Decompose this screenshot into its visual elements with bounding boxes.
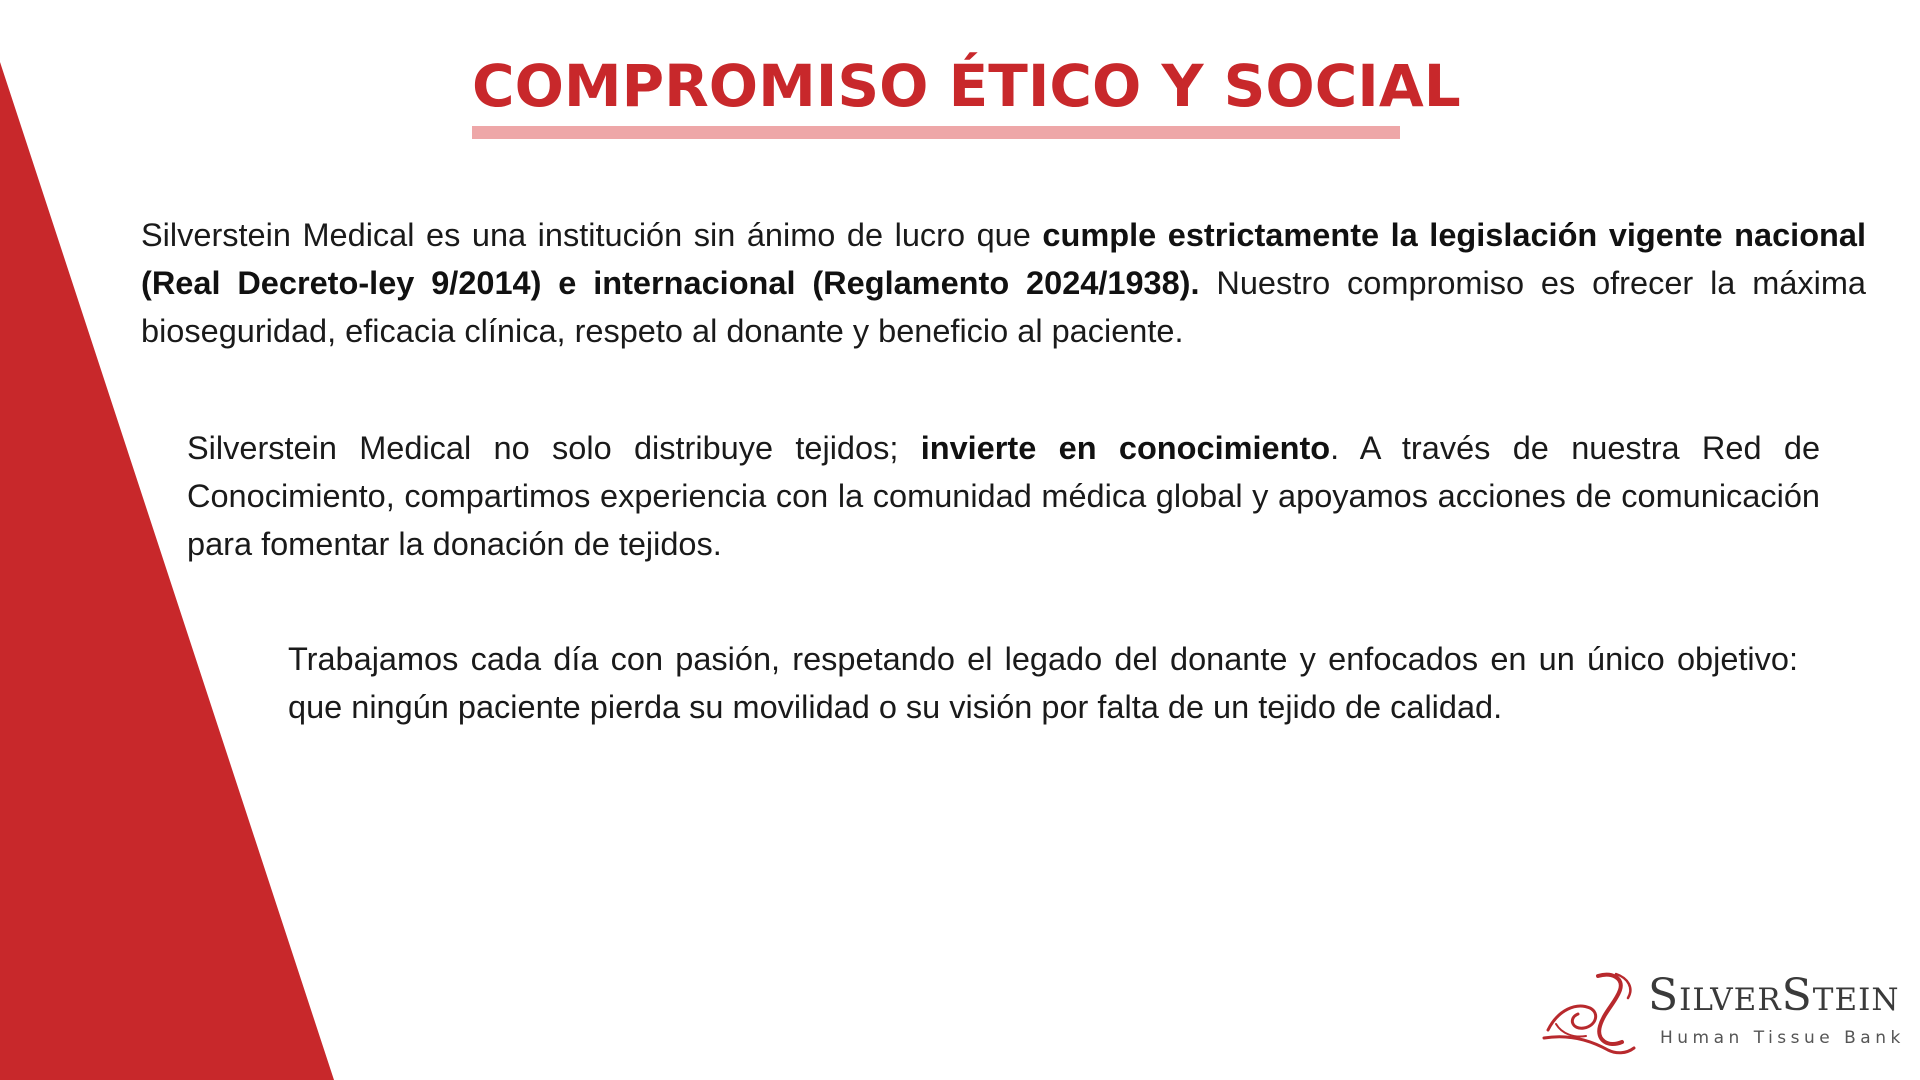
logo-tagline: Human Tissue Bank bbox=[1660, 1028, 1905, 1048]
paragraph-text: . A través de nuestra Red de Conocimiento, compartimos experiencia con la comunidad médica global y apoyamos acciones de comunicación para fomentar la donación de tejidos. bbox=[187, 430, 1821, 562]
paragraph-knowledge bbox=[187, 424, 1820, 568]
paragraph-mission bbox=[288, 635, 1798, 731]
paragraph-legislation bbox=[141, 211, 1866, 355]
paragraph-text: Nuestro compromiso es ofrecer la máxima bioseguridad, eficacia clínica, respeto al donante y beneficio al paciente. bbox=[141, 265, 1867, 349]
title-block bbox=[472, 48, 1461, 139]
paragraph-text: Trabajamos cada día con pasión, respetando el legado del donante y enfocados en un único objetivo: que ningún paciente pierda su movilidad o su visión por falta de un tejido de calidad. bbox=[288, 641, 1798, 725]
paragraph-bold-text: invierte en conocimiento bbox=[920, 430, 1331, 466]
silverstein-logo-mark-icon bbox=[1538, 968, 1648, 1058]
silverstein-logo bbox=[1538, 968, 1908, 1058]
paragraph-text: Silverstein Medical no solo distribuye tejidos; bbox=[187, 430, 921, 466]
logo-name: SilverStein bbox=[1648, 970, 1900, 1021]
paragraph-bold-text: cumple estrictamente la legislación vigente nacional (Real Decreto-ley 9/2014) e internacional (Reglamento 2024/1938). bbox=[141, 217, 1867, 301]
page-title: COMPROMISO ÉTICO Y SOCIAL bbox=[472, 52, 1461, 120]
title-underline bbox=[472, 126, 1400, 139]
paragraph-text: Silverstein Medical es una institución sin ánimo de lucro que bbox=[141, 217, 1043, 253]
